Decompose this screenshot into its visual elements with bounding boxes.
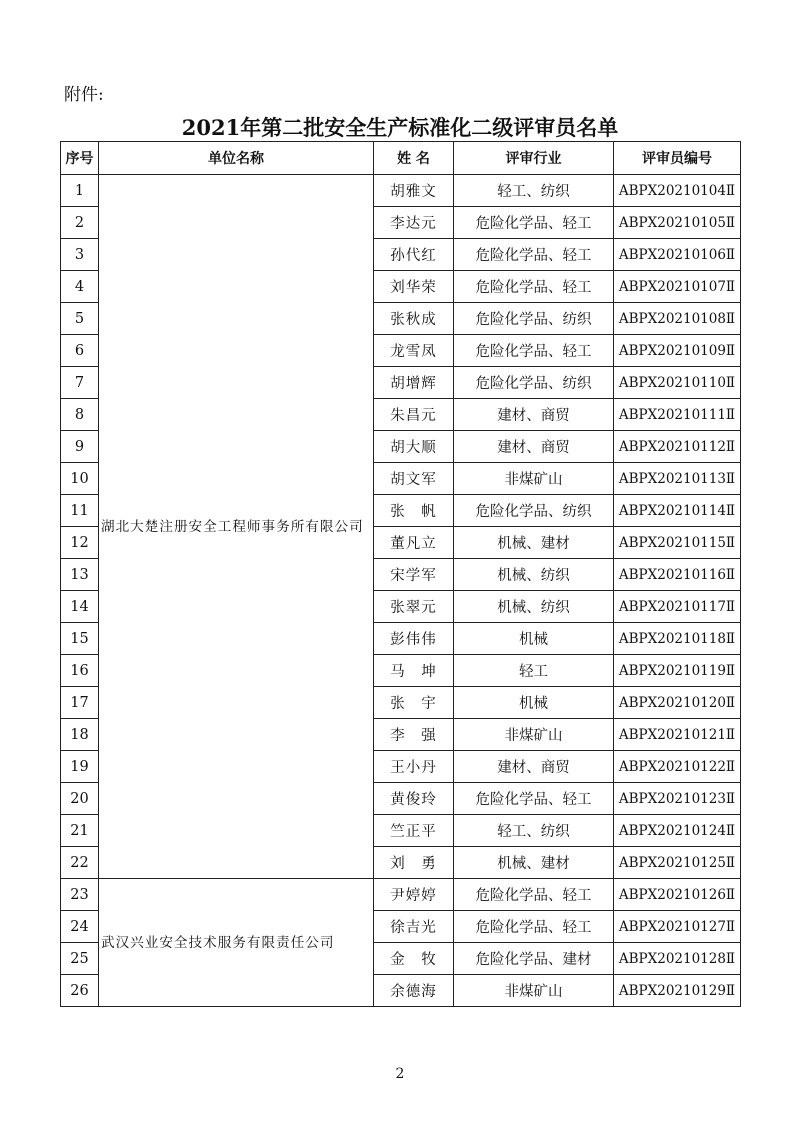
serial-number-cell: 21 <box>61 815 99 847</box>
industry-cell: 危险化学品、纺织 <box>454 367 614 399</box>
industry-cell: 危险化学品、轻工 <box>454 271 614 303</box>
document-title: 2021年第二批安全生产标准化二级评审员名单 <box>181 115 619 140</box>
table-row <box>61 879 741 911</box>
industry-cell: 危险化学品、轻工 <box>454 879 614 911</box>
reviewer-code-cell: ABPX20210115Ⅱ <box>614 527 741 559</box>
unit-name-cell: 武汉兴业安全技术服务有限责任公司 <box>99 879 374 1007</box>
header-reviewer-code: 评审员编号 <box>614 142 741 175</box>
industry-cell: 危险化学品、轻工 <box>454 783 614 815</box>
reviewer-code-cell: ABPX20210126Ⅱ <box>614 879 741 911</box>
reviewer-code-cell: ABPX20210107Ⅱ <box>614 271 741 303</box>
reviewer-code-cell: ABPX20210109Ⅱ <box>614 335 741 367</box>
reviewer-name-cell: 彭伟伟 <box>374 623 454 655</box>
reviewer-name-cell: 竺正平 <box>374 815 454 847</box>
reviewer-name-cell: 金 牧 <box>374 943 454 975</box>
serial-number-cell: 9 <box>61 431 99 463</box>
reviewer-name-cell: 李达元 <box>374 207 454 239</box>
serial-number-cell: 12 <box>61 527 99 559</box>
serial-number-cell: 16 <box>61 655 99 687</box>
serial-number-cell: 14 <box>61 591 99 623</box>
serial-number-cell: 13 <box>61 559 99 591</box>
industry-cell: 危险化学品、建材 <box>454 943 614 975</box>
industry-cell: 轻工、纺织 <box>454 175 614 207</box>
reviewer-code-cell: ABPX20210111Ⅱ <box>614 399 741 431</box>
reviewer-code-cell: ABPX20210104Ⅱ <box>614 175 741 207</box>
reviewer-code-cell: ABPX20210119Ⅱ <box>614 655 741 687</box>
serial-number-cell: 1 <box>61 175 99 207</box>
industry-cell: 机械、建材 <box>454 847 614 879</box>
reviewer-table <box>60 141 741 1007</box>
header-unit-name: 单位名称 <box>99 142 374 175</box>
reviewer-name-cell: 胡文军 <box>374 463 454 495</box>
reviewer-name-cell: 孙代红 <box>374 239 454 271</box>
industry-cell: 轻工 <box>454 655 614 687</box>
reviewer-code-cell: ABPX20210106Ⅱ <box>614 239 741 271</box>
serial-number-cell: 3 <box>61 239 99 271</box>
header-serial-number: 序号 <box>61 142 99 175</box>
industry-cell: 机械 <box>454 623 614 655</box>
serial-number-cell: 11 <box>61 495 99 527</box>
reviewer-name-cell: 刘 勇 <box>374 847 454 879</box>
serial-number-cell: 8 <box>61 399 99 431</box>
industry-cell: 危险化学品、轻工 <box>454 335 614 367</box>
reviewer-code-cell: ABPX20210105Ⅱ <box>614 207 741 239</box>
reviewer-name-cell: 黄俊玲 <box>374 783 454 815</box>
industry-cell: 轻工、纺织 <box>454 815 614 847</box>
industry-cell: 建材、商贸 <box>454 431 614 463</box>
reviewer-code-cell: ABPX20210123Ⅱ <box>614 783 741 815</box>
reviewer-code-cell: ABPX20210112Ⅱ <box>614 431 741 463</box>
industry-cell: 机械、纺织 <box>454 591 614 623</box>
serial-number-cell: 5 <box>61 303 99 335</box>
reviewer-name-cell: 李 强 <box>374 719 454 751</box>
reviewer-name-cell: 张翠元 <box>374 591 454 623</box>
reviewer-name-cell: 董凡立 <box>374 527 454 559</box>
reviewer-name-cell: 宋学军 <box>374 559 454 591</box>
industry-cell: 危险化学品、轻工 <box>454 207 614 239</box>
reviewer-code-cell: ABPX20210122Ⅱ <box>614 751 741 783</box>
table-body <box>61 175 741 1007</box>
reviewer-code-cell: ABPX20210116Ⅱ <box>614 559 741 591</box>
reviewer-name-cell: 余德海 <box>374 975 454 1007</box>
unit-name-cell: 湖北大楚注册安全工程师事务所有限公司 <box>99 175 374 879</box>
industry-cell: 危险化学品、纺织 <box>454 303 614 335</box>
reviewer-code-cell: ABPX20210114Ⅱ <box>614 495 741 527</box>
industry-cell: 危险化学品、轻工 <box>454 239 614 271</box>
reviewer-code-cell: ABPX20210125Ⅱ <box>614 847 741 879</box>
serial-number-cell: 7 <box>61 367 99 399</box>
reviewer-code-cell: ABPX20210110Ⅱ <box>614 367 741 399</box>
table-header-row <box>61 142 741 175</box>
serial-number-cell: 4 <box>61 271 99 303</box>
serial-number-cell: 19 <box>61 751 99 783</box>
reviewer-code-cell: ABPX20210117Ⅱ <box>614 591 741 623</box>
serial-number-cell: 18 <box>61 719 99 751</box>
reviewer-name-cell: 胡大顺 <box>374 431 454 463</box>
reviewer-name-cell: 龙雪凤 <box>374 335 454 367</box>
reviewer-name-cell: 马 坤 <box>374 655 454 687</box>
reviewer-name-cell: 胡雅文 <box>374 175 454 207</box>
reviewer-code-cell: ABPX20210120Ⅱ <box>614 687 741 719</box>
reviewer-code-cell: ABPX20210118Ⅱ <box>614 623 741 655</box>
industry-cell: 危险化学品、轻工 <box>454 911 614 943</box>
reviewer-code-cell: ABPX20210129Ⅱ <box>614 975 741 1007</box>
reviewer-name-cell: 朱昌元 <box>374 399 454 431</box>
serial-number-cell: 15 <box>61 623 99 655</box>
serial-number-cell: 26 <box>61 975 99 1007</box>
serial-number-cell: 25 <box>61 943 99 975</box>
reviewer-name-cell: 张秋成 <box>374 303 454 335</box>
attachment-label: 附件: <box>64 85 104 105</box>
reviewer-name-cell: 尹婷婷 <box>374 879 454 911</box>
industry-cell: 非煤矿山 <box>454 463 614 495</box>
industry-cell: 非煤矿山 <box>454 719 614 751</box>
industry-cell: 机械、建材 <box>454 527 614 559</box>
serial-number-cell: 23 <box>61 879 99 911</box>
reviewer-name-cell: 刘华荣 <box>374 271 454 303</box>
reviewer-code-cell: ABPX20210124Ⅱ <box>614 815 741 847</box>
reviewer-name-cell: 徐吉光 <box>374 911 454 943</box>
reviewer-code-cell: ABPX20210113Ⅱ <box>614 463 741 495</box>
serial-number-cell: 10 <box>61 463 99 495</box>
reviewer-name-cell: 王小丹 <box>374 751 454 783</box>
page-number: 2 <box>395 1066 405 1082</box>
reviewer-name-cell: 张 宇 <box>374 687 454 719</box>
industry-cell: 机械 <box>454 687 614 719</box>
reviewer-code-cell: ABPX20210121Ⅱ <box>614 719 741 751</box>
serial-number-cell: 20 <box>61 783 99 815</box>
industry-cell: 机械、纺织 <box>454 559 614 591</box>
serial-number-cell: 22 <box>61 847 99 879</box>
reviewer-name-cell: 胡增辉 <box>374 367 454 399</box>
table-row <box>61 175 741 207</box>
serial-number-cell: 17 <box>61 687 99 719</box>
industry-cell: 非煤矿山 <box>454 975 614 1007</box>
industry-cell: 建材、商贸 <box>454 399 614 431</box>
serial-number-cell: 6 <box>61 335 99 367</box>
reviewer-code-cell: ABPX20210108Ⅱ <box>614 303 741 335</box>
reviewer-code-cell: ABPX20210128Ⅱ <box>614 943 741 975</box>
industry-cell: 危险化学品、纺织 <box>454 495 614 527</box>
header-name: 姓 名 <box>374 142 454 175</box>
reviewer-code-cell: ABPX20210127Ⅱ <box>614 911 741 943</box>
reviewer-name-cell: 张 帆 <box>374 495 454 527</box>
industry-cell: 建材、商贸 <box>454 751 614 783</box>
header-industry: 评审行业 <box>454 142 614 175</box>
serial-number-cell: 24 <box>61 911 99 943</box>
serial-number-cell: 2 <box>61 207 99 239</box>
